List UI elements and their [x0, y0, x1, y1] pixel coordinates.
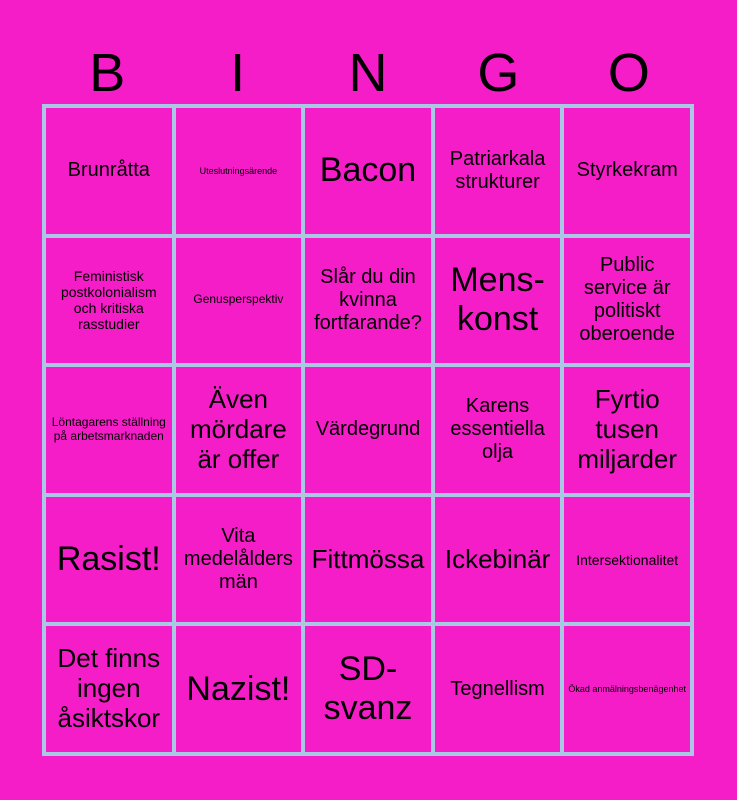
bingo-cell[interactable]: Genusperspektiv	[174, 236, 304, 366]
header-letter-i: I	[230, 43, 246, 103]
bingo-cell[interactable]: Fyrtio tusen miljarder	[562, 365, 692, 495]
bingo-cell[interactable]: Patriarkala strukturer	[433, 106, 563, 236]
bingo-cell[interactable]: Tegnellism	[433, 624, 563, 754]
bingo-cell[interactable]: Ickebinär	[433, 495, 563, 625]
bingo-cell[interactable]: Karens essentiella olja	[433, 365, 563, 495]
bingo-cell[interactable]: Värdegrund	[303, 365, 433, 495]
bingo-cell[interactable]: Rasist!	[44, 495, 174, 625]
bingo-cell[interactable]: Mens-konst	[433, 236, 563, 366]
bingo-cell[interactable]: Styrkekram	[562, 106, 692, 236]
bingo-cell[interactable]: Public service är politiskt oberoende	[562, 236, 692, 366]
bingo-cell[interactable]: Feministisk postkolonialism och kritiska rasstudier	[44, 236, 174, 366]
bingo-cell[interactable]: Fittmössa	[303, 495, 433, 625]
header-letter-b: B	[89, 43, 126, 103]
bingo-cell[interactable]: Intersektionalitet	[562, 495, 692, 625]
bingo-cell[interactable]: SD-svanz	[303, 624, 433, 754]
bingo-cell[interactable]: Brunråtta	[44, 106, 174, 236]
bingo-cell[interactable]: Bacon	[303, 106, 433, 236]
header-letter-g: G	[477, 43, 520, 103]
bingo-cell[interactable]: Vita medelålders män	[174, 495, 304, 625]
bingo-cell[interactable]: Löntagarens ställning på arbetsmarknaden	[44, 365, 174, 495]
header-letter-o: O	[607, 43, 650, 103]
bingo-header	[42, 42, 694, 104]
bingo-cell[interactable]: Nazist!	[174, 624, 304, 754]
bingo-cell[interactable]: Uteslutningsärende	[174, 106, 304, 236]
bingo-board	[42, 104, 694, 756]
bingo-cell[interactable]: Även mördare är offer	[174, 365, 304, 495]
bingo-cell[interactable]: Det finns ingen åsiktskor	[44, 624, 174, 754]
bingo-cell[interactable]: Ökad anmälningsbenägenhet	[562, 624, 692, 754]
bingo-cell[interactable]: Slår du din kvinna fortfarande?	[303, 236, 433, 366]
header-letter-n: N	[348, 43, 388, 103]
